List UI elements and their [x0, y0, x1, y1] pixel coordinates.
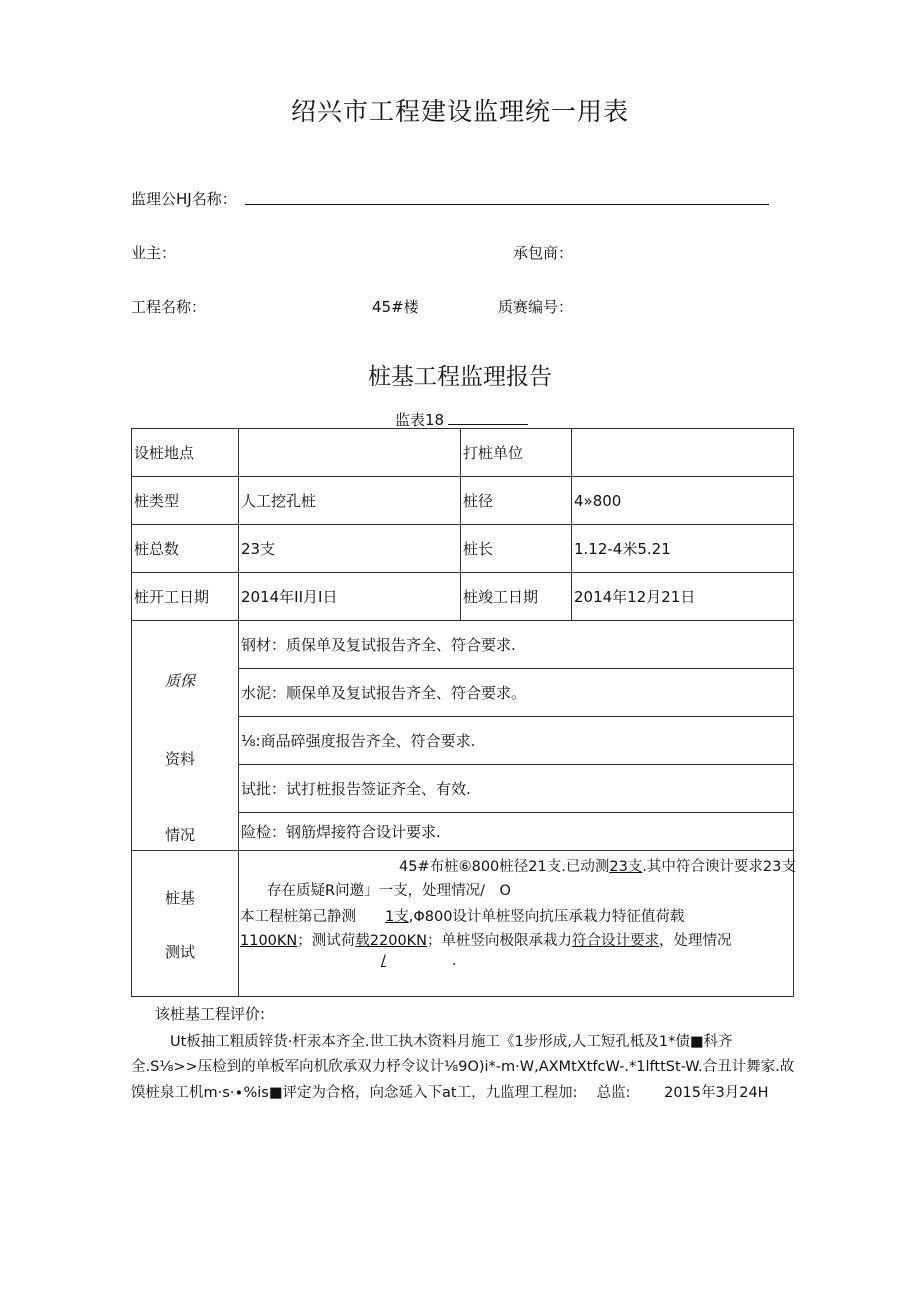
pile-diameter-label: 桩径: [461, 477, 572, 525]
evaluation-heading: 该桩基工程评价:: [155, 1005, 266, 1023]
evaluation-line-1: Ut板抽工粗质锌货·杆汞本齐全.世工执木资料月施工《1步形成,人工短孔柢及1*债■科齐: [170, 1034, 733, 1050]
table-row: [132, 429, 794, 477]
table-row: [132, 621, 794, 669]
table-row: [132, 525, 794, 573]
pile-type-label: 桩类型: [132, 477, 239, 525]
pile-diameter-value: 4»800: [572, 477, 794, 525]
quality-item-welding: 险检：钢筋焊接符合设计要求.: [239, 813, 794, 851]
pile-test-line-5: / .: [381, 953, 457, 969]
pile-test-line-1: 45#布桩⑥800桩径21支.已动测23支.其中符合谀计要求23支: [399, 859, 796, 875]
owner-label: 业主：: [131, 244, 177, 262]
quality-item-concrete: ⅛:商品碎强度报告齐全、符合要求.: [239, 717, 794, 765]
pile-test-line-2: 存在质疑R问邀」一支，处理情况/ O: [267, 883, 511, 899]
evaluation-line-3: 馍桩泉工机m·s·∙%is■评定为合格，向念延入下at工，九监理工程加: 总监: 2015年3月24H: [131, 1085, 769, 1101]
pile-test-line-3: 本工程桩第己静测 1支,Φ800设计单桩竖向抗压承栽力特征值荷载: [240, 909, 685, 925]
project-name-label: 工程名称：: [131, 298, 207, 316]
contractor-label: 承包商：: [513, 244, 574, 262]
pile-type-value: 人工挖孔桩: [239, 477, 461, 525]
report-title: 桩基工程监理报告: [368, 364, 552, 390]
table-row: [132, 573, 794, 621]
pile-location-label: 设桩地点: [132, 429, 239, 477]
table-row: [132, 477, 794, 525]
pile-test-line-4: 1100KN；测试荷载2200KN；单桩竖向极限承栽力符合设计要求，处理情况: [240, 933, 732, 949]
quality-side-text-2: 资料: [165, 749, 196, 768]
start-date-value: 2014年II月I日: [239, 573, 461, 621]
pile-test-label-cell: [132, 851, 239, 997]
completion-date-label: 桩竣工日期: [461, 573, 572, 621]
pile-count-label: 桩总数: [132, 525, 239, 573]
project-name-value: 45#楼: [372, 298, 419, 316]
evaluation-line-2: 全.S⅛>>压检到的单板军向机欣承双力杼令议计⅛9O)i*-m·W,AXMtXtfcW-.*1lfttSt-W.合丑计舞家.故: [131, 1059, 795, 1075]
quality-side-text-3: 情况: [165, 825, 196, 844]
start-date-label: 桩开工日期: [132, 573, 239, 621]
piling-company-value: [572, 429, 794, 477]
pile-length-label: 桩长: [461, 525, 572, 573]
quality-item-steel: 钢材：质保单及复试报告齐全、符合要求.: [239, 621, 794, 669]
quality-number-label: 质赛编号：: [498, 298, 574, 316]
form-number: 监表18: [395, 409, 528, 430]
quality-item-trial-pile: 试批：试打桩报告签证齐全、有效.: [239, 765, 794, 813]
supervisor-fill-line: [245, 204, 769, 205]
quality-item-cement: 水泥：顺保单及复试报告齐全、符合要求。: [239, 669, 794, 717]
pile-test-side-text-1: 桩基: [165, 889, 196, 907]
supervisor-label: 监理公HJ名称：: [131, 190, 237, 208]
pile-length-value: 1.12-4米5.21: [572, 525, 794, 573]
pile-count-value: 23支: [239, 525, 461, 573]
table-row: [132, 851, 794, 997]
quality-side-text-1: 质保: [165, 671, 196, 690]
quality-docs-label-cell: [132, 621, 239, 851]
pile-test-side-text-2: 测试: [165, 943, 196, 961]
piling-company-label: 打桩单位: [461, 429, 572, 477]
report-table: [131, 428, 794, 997]
pile-test-content: [239, 851, 794, 997]
pile-location-value: [239, 429, 461, 477]
completion-date-value: 2014年12月21日: [572, 573, 794, 621]
page-title: 绍兴市工程建设监理统一用表: [290, 97, 629, 126]
